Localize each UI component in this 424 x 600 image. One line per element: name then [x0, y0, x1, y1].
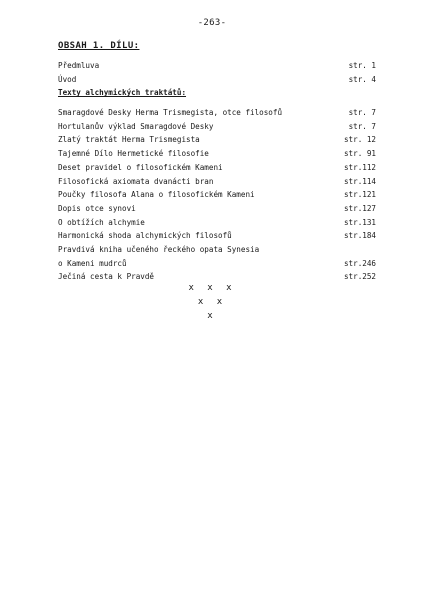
toc-entry-title: Dopis otce synovi [58, 203, 136, 213]
toc-entry-title: Tajemné Dílo Hermetické filosofie [58, 149, 209, 159]
toc-entry-page: str. 7 [348, 121, 376, 131]
toc-entry-page: str.127 [343, 203, 376, 213]
toc-entry [58, 147, 376, 161]
toc-entry-title: O obtížích alchymie [58, 217, 145, 227]
toc-entry [58, 188, 376, 202]
toc-entry-title: Harmonická shoda alchymických filosofů [58, 231, 232, 241]
toc-entry-page: str. 91 [343, 149, 376, 159]
toc-entry-title: Deset pravidel o filosofickém Kameni [58, 162, 223, 172]
toc-entry [58, 175, 376, 189]
toc-entry [58, 133, 376, 147]
toc-entry-page: str. 4 [348, 74, 376, 84]
toc-entry-page: str.131 [343, 217, 376, 227]
toc-entry-page: str.246 [343, 258, 376, 268]
toc-entry-page: str.252 [343, 272, 376, 282]
toc-entry-page: str.114 [343, 176, 376, 186]
toc-section-title: Texty alchymických traktátů: [58, 88, 187, 98]
toc-entry-title: Poučky filosofa Alana o filosofickém Kameni [58, 190, 255, 200]
toc-entry [58, 270, 376, 284]
toc-entry-title: Úvod [58, 74, 77, 84]
toc-entry-page: str.112 [343, 162, 376, 172]
toc-entry [58, 120, 376, 134]
ornament-row: x x x [188, 283, 236, 293]
toc-entry [58, 73, 376, 87]
toc-entry [58, 202, 376, 216]
toc-entry-title: Zlatý traktát Herma Trismegista [58, 135, 200, 145]
ornament-row: x [207, 311, 217, 321]
toc-entry [58, 257, 376, 271]
toc-entry-title: Hortulanův výklad Smaragdové Desky [58, 121, 214, 131]
toc-entry-page: str.184 [343, 231, 376, 241]
toc-entry-title: Filosofická axiomata dvanácti bran [58, 176, 214, 186]
toc-entry-title: Smaragdové Desky Herma Trismegista, otce filosofů [58, 108, 283, 118]
toc-entry [58, 161, 376, 175]
toc-entry-page: str. 12 [343, 135, 376, 145]
toc-entry [58, 216, 376, 230]
table-of-contents [58, 59, 376, 284]
toc-heading: OBSAH 1. DÍLU: [58, 41, 140, 51]
toc-entry-title: Ječiná cesta k Pravdě [58, 272, 155, 282]
toc-entry-page: str. 1 [348, 61, 376, 70]
toc-entry [58, 243, 376, 257]
toc-entry [58, 229, 376, 243]
toc-entry-page: str. 7 [348, 108, 376, 118]
ornament-row: x x [197, 297, 227, 307]
page-number: -263- [197, 18, 227, 28]
toc-entry-title: Pravdivá kniha učeného řeckého opata Synesia [58, 244, 260, 254]
toc-entry [58, 106, 376, 120]
toc-entry-title: o Kameni mudrců [58, 258, 127, 268]
toc-entry [58, 59, 376, 73]
toc-entry-title: Předmluva [58, 61, 100, 70]
toc-entry-page: str.121 [343, 190, 376, 200]
toc-section-heading [58, 86, 376, 100]
